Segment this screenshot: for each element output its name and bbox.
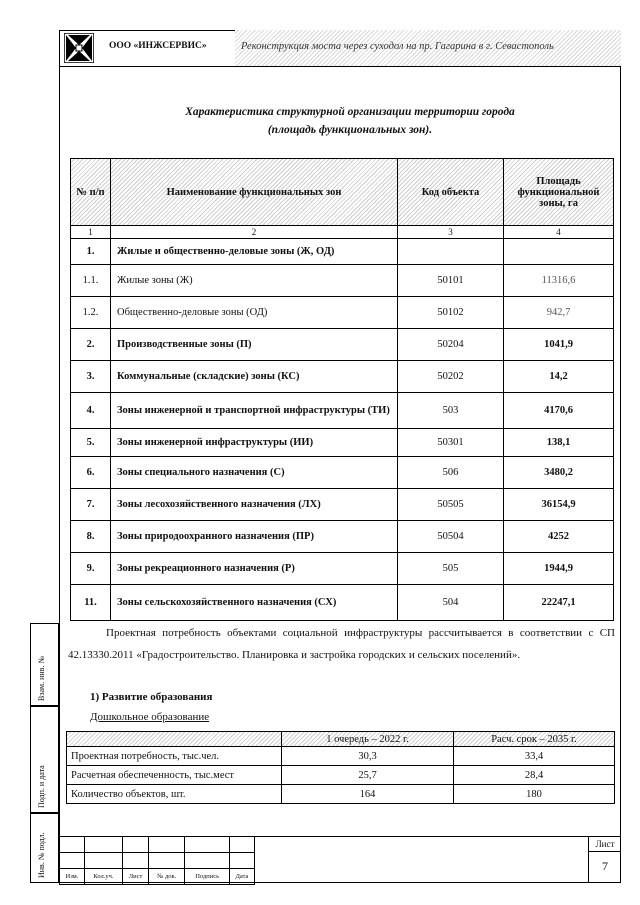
row-code: 50202 xyxy=(398,361,504,393)
stamp-line xyxy=(255,836,588,884)
table-row xyxy=(71,553,614,585)
row-code: 506 xyxy=(398,457,504,489)
row-area: 1944,9 xyxy=(504,553,614,585)
table-row xyxy=(71,239,614,265)
row-area: 4252 xyxy=(504,521,614,553)
section-heading: 1) Развитие образования xyxy=(90,691,213,703)
company-name: ООО «ИНЖСЕРВИС» xyxy=(109,41,207,51)
edu-header-stage1: 1 очередь – 2022 г. xyxy=(282,732,454,747)
sheet-box xyxy=(588,836,621,883)
table-row xyxy=(71,585,614,621)
stamp-column-label: Подпись xyxy=(185,869,230,885)
row-area: 4170,6 xyxy=(504,393,614,429)
row-number: 1.1. xyxy=(71,265,111,297)
company-logo-icon xyxy=(64,33,94,63)
edu-row-stage2: 28,4 xyxy=(454,766,615,785)
row-zone-name: Зоны лесохозяйственного назначения (ЛХ) xyxy=(111,489,398,521)
row-code: 50102 xyxy=(398,297,504,329)
project-title: Реконструкция моста через суходол на пр. Гагарина в г. Севастополь xyxy=(235,30,621,66)
table-row xyxy=(71,265,614,297)
table-row xyxy=(67,785,615,804)
table-row xyxy=(71,393,614,429)
stamp-column-label: № док. xyxy=(149,869,185,885)
row-code: 504 xyxy=(398,585,504,621)
row-code: 50504 xyxy=(398,521,504,553)
row-code: 503 xyxy=(398,393,504,429)
edu-row-stage1: 30,3 xyxy=(282,747,454,766)
stamp-column-label: Изм. xyxy=(60,869,85,885)
col-header-area: Площадь функциональной зоны, га xyxy=(504,159,614,226)
edu-row-stage1: 164 xyxy=(282,785,454,804)
row-zone-name: Коммунальные (складские) зоны (КС) xyxy=(111,361,398,393)
table-row xyxy=(71,429,614,457)
table-row xyxy=(71,489,614,521)
row-zone-name: Жилые зоны (Ж) xyxy=(111,265,398,297)
col-number: 1 xyxy=(71,226,111,239)
table-subtitle: (площадь функциональных зон). xyxy=(267,124,433,136)
table-row xyxy=(71,361,614,393)
edu-row-stage2: 33,4 xyxy=(454,747,615,766)
stamp-column-label: Лист xyxy=(122,869,148,885)
row-number: 8. xyxy=(71,521,111,553)
edu-row-stage1: 25,7 xyxy=(282,766,454,785)
side-label-orig-inv: Инв. № подл. xyxy=(30,813,59,883)
edu-row-label: Проектная потребность, тыс.чел. xyxy=(67,747,282,766)
row-number: 7. xyxy=(71,489,111,521)
subsection-heading: Дошкольное образование xyxy=(90,711,210,723)
row-area xyxy=(504,239,614,265)
stamp-column-label: Кол.уч. xyxy=(84,869,122,885)
table-row xyxy=(71,457,614,489)
row-zone-name: Жилые и общественно-деловые зоны (Ж, ОД) xyxy=(111,239,398,265)
table-row xyxy=(71,329,614,361)
row-area: 1041,9 xyxy=(504,329,614,361)
side-label-replace-inv: Взам. инв. № xyxy=(30,623,59,706)
table-title: Характеристика структурной организации территории города xyxy=(185,106,515,118)
row-zone-name: Зоны природоохранного назначения (ПР) xyxy=(111,521,398,553)
col-number: 3 xyxy=(398,226,504,239)
row-number: 4. xyxy=(71,393,111,429)
row-zone-name: Производственные зоны (П) xyxy=(111,329,398,361)
row-zone-name: Зоны инженерной инфраструктуры (ИИ) xyxy=(111,429,398,457)
row-zone-name: Общественно-деловые зоны (ОД) xyxy=(111,297,398,329)
row-area: 942,7 xyxy=(504,297,614,329)
row-number: 5. xyxy=(71,429,111,457)
row-number: 11. xyxy=(71,585,111,621)
table-row xyxy=(71,521,614,553)
col-number: 2 xyxy=(111,226,398,239)
row-zone-name: Зоны рекреационного назначения (Р) xyxy=(111,553,398,585)
row-area: 3480,2 xyxy=(504,457,614,489)
stamp-block xyxy=(59,836,255,885)
row-zone-name: Зоны специального назначения (С) xyxy=(111,457,398,489)
table-row xyxy=(71,297,614,329)
row-number: 9. xyxy=(71,553,111,585)
row-number: 1.2. xyxy=(71,297,111,329)
row-area: 14,2 xyxy=(504,361,614,393)
col-header-number: № п/п xyxy=(71,159,111,226)
row-area: 11316,6 xyxy=(504,265,614,297)
table-row xyxy=(67,766,615,785)
edu-row-label: Расчетная обеспеченность, тыс.мест xyxy=(67,766,282,785)
row-number: 2. xyxy=(71,329,111,361)
col-header-code: Код объекта xyxy=(398,159,504,226)
education-table xyxy=(66,731,615,804)
edu-row-label: Количество объектов, шт. xyxy=(67,785,282,804)
row-code: 50101 xyxy=(398,265,504,297)
row-code: 50505 xyxy=(398,489,504,521)
header xyxy=(59,30,621,67)
row-number: 3. xyxy=(71,361,111,393)
row-code: 505 xyxy=(398,553,504,585)
zones-table xyxy=(70,158,614,621)
row-area: 138,1 xyxy=(504,429,614,457)
edu-header-stage2: Расч. срок – 2035 г. xyxy=(454,732,615,747)
row-code: 50204 xyxy=(398,329,504,361)
row-area: 22247,1 xyxy=(504,585,614,621)
sheet-number: 7 xyxy=(602,859,608,873)
sheet-label: Лист xyxy=(589,837,621,852)
row-code: 50301 xyxy=(398,429,504,457)
row-code xyxy=(398,239,504,265)
row-number: 6. xyxy=(71,457,111,489)
side-label-sign-date: Подп. и дата xyxy=(30,706,59,813)
body-paragraph: Проектная потребность объектами социальной инфраструктуры рассчитывается в соответствии с СП 42.13330.2011 «Градостроительство. Планировка и застройка городских и сельских поселений». xyxy=(68,627,615,661)
table-row xyxy=(67,747,615,766)
row-zone-name: Зоны сельскохозяйственного назначения (СХ) xyxy=(111,585,398,621)
row-zone-name: Зоны инженерной и транспортной инфраструктуры (ТИ) xyxy=(111,393,398,429)
col-number: 4 xyxy=(504,226,614,239)
row-number: 1. xyxy=(71,239,111,265)
col-header-name: Наименование функциональных зон xyxy=(111,159,398,226)
edu-header-empty xyxy=(67,732,282,747)
row-area: 36154,9 xyxy=(504,489,614,521)
stamp-column-label: Дата xyxy=(229,869,254,885)
edu-row-stage2: 180 xyxy=(454,785,615,804)
